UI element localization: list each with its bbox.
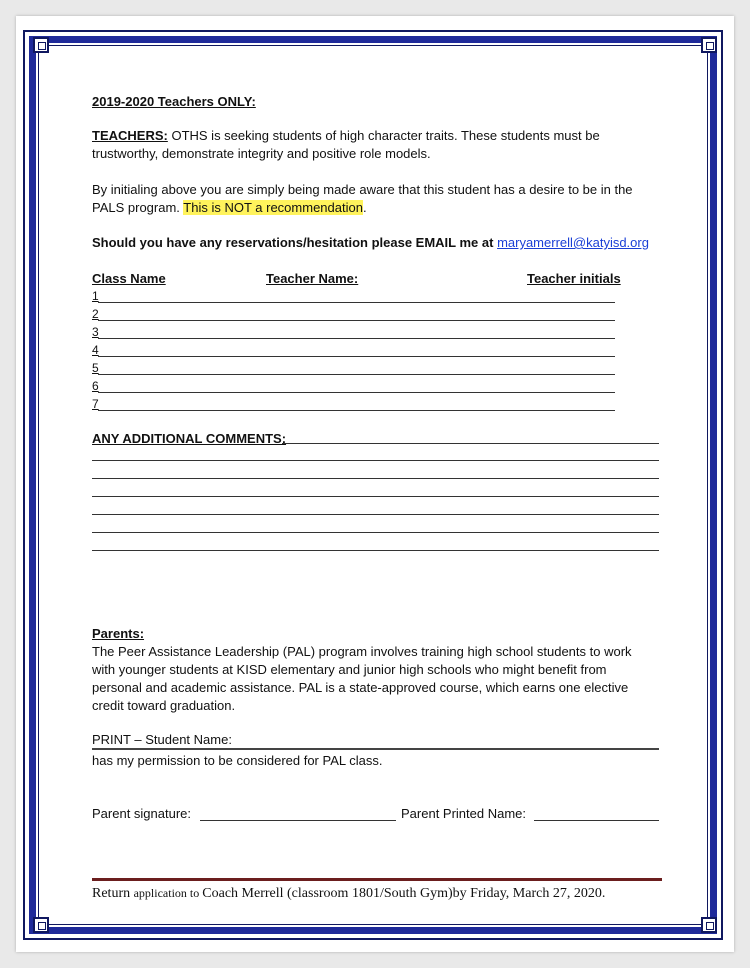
initial-note-suffix: . (362, 200, 367, 215)
student-name-field[interactable] (92, 748, 659, 750)
border-frame-inner (38, 45, 708, 925)
class-row-number: 7 (92, 397, 99, 411)
header-teacher-initials: Teacher initials (527, 271, 621, 286)
comments-label: ANY ADDITIONAL COMMENTS: (92, 431, 287, 446)
not-recommendation-highlight: This is NOT a recommendation (183, 200, 363, 215)
parents-line4: credit toward graduation. (92, 698, 236, 713)
initial-note-line1: By initialing above you are simply being made aware that this student has a desire to be in the (92, 182, 633, 197)
parents-label: Parents: (92, 626, 145, 641)
comment-line[interactable] (92, 478, 659, 479)
comment-line[interactable] (92, 532, 659, 533)
teachers-text: OTHS is seeking students of high character traits. These students must be (167, 128, 600, 143)
class-row-line[interactable] (98, 302, 615, 303)
parents-line3: personal and academic assistance. PAL is a state-approved course, which earns one elective (92, 680, 629, 695)
class-row-number: 2 (92, 307, 99, 321)
corner-ornament-bottom-right (701, 917, 717, 933)
teachers-paragraph-line2: trustworthy, demonstrate integrity and positive role models. (92, 146, 431, 161)
comment-line[interactable] (92, 514, 659, 515)
header-class-name: Class Name (92, 271, 166, 286)
footer-part1: Return (92, 886, 134, 901)
teachers-paragraph-line1 (92, 127, 600, 145)
class-row-number: 4 (92, 343, 99, 357)
class-row-line[interactable] (98, 410, 615, 411)
reservations-text: Should you have any reservations/hesitation please EMAIL me at (92, 235, 498, 250)
class-row-number: 1 (92, 289, 99, 303)
class-row-line[interactable] (98, 356, 615, 357)
class-row-line[interactable] (98, 392, 615, 393)
comment-line[interactable] (92, 496, 659, 497)
class-row-line[interactable] (98, 320, 615, 321)
parent-signature-label: Parent signature: (92, 806, 192, 821)
corner-ornament-bottom-left (33, 917, 49, 933)
permission-text: has my permission to be considered for PAL class. (92, 753, 383, 768)
corner-ornament-top-left (33, 37, 49, 53)
class-row-number: 3 (92, 325, 99, 339)
teachers-label: TEACHERS: (92, 128, 168, 143)
parent-signature-field[interactable] (200, 820, 396, 821)
initial-note-prefix: PALS program. (92, 200, 184, 215)
parents-line2: with younger students at KISD elementary and junior high schools who might benefit from (92, 662, 607, 677)
parent-printed-name-label: Parent Printed Name: (401, 806, 527, 821)
student-name-label: PRINT – Student Name: (92, 732, 232, 747)
footer-part2: application to (133, 886, 203, 900)
corner-ornament-top-right (701, 37, 717, 53)
reservations-line (92, 234, 649, 252)
parents-line1: The Peer Assistance Leadership (PAL) program involves training high school students to work (92, 644, 632, 659)
class-row-line[interactable] (98, 338, 615, 339)
footer-rule (92, 878, 662, 881)
comment-line[interactable] (92, 460, 659, 461)
initial-note-line2 (92, 199, 367, 217)
comment-line[interactable] (92, 550, 659, 551)
footer-return-text (92, 886, 605, 902)
email-link[interactable]: maryamerrell@katyisd.org (497, 235, 649, 250)
class-row-number: 6 (92, 379, 99, 393)
class-row-number: 5 (92, 361, 99, 375)
footer-part3: Coach Merrell (classroom 1801/South Gym)by Friday, March 27, 2020. (202, 886, 606, 901)
class-row-line[interactable] (98, 374, 615, 375)
comment-line[interactable] (282, 443, 659, 444)
header-teacher-name: Teacher Name: (266, 271, 359, 286)
parent-printed-name-field[interactable] (534, 820, 659, 821)
section-title: 2019-2020 Teachers ONLY: (92, 94, 256, 109)
